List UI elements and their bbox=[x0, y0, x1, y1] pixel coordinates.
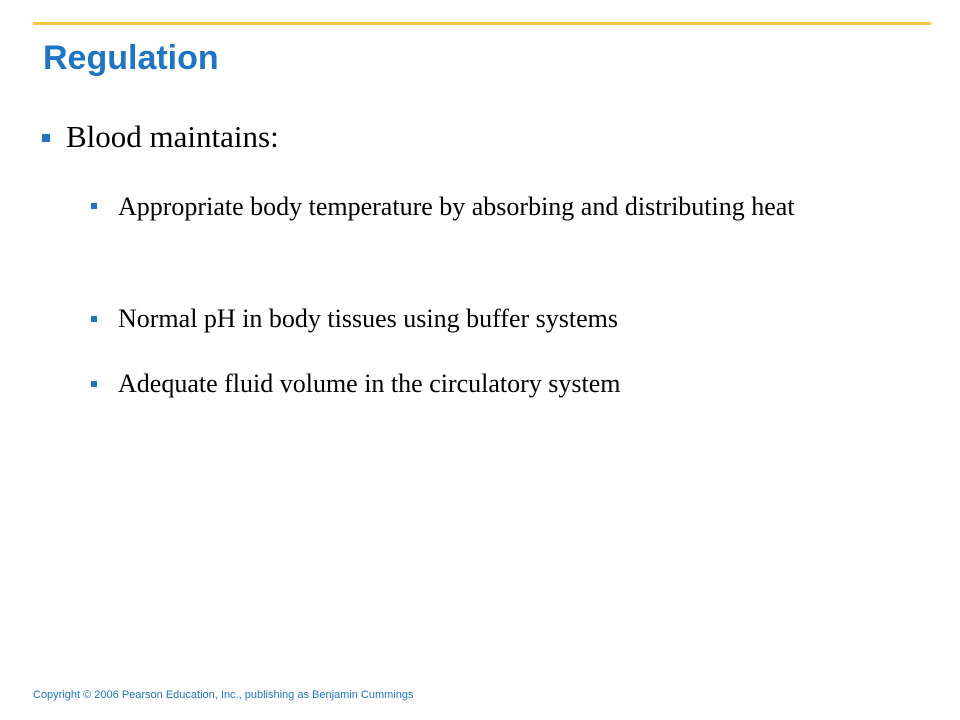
sub-bullet-marker-icon bbox=[91, 381, 97, 387]
copyright-notice: Copyright © 2006 Pearson Education, Inc., publishing as Benjamin Cummings bbox=[33, 689, 414, 701]
bullet-text: Blood maintains: bbox=[66, 119, 279, 154]
bullet-marker-icon bbox=[42, 134, 50, 142]
sub-bullet-marker-icon bbox=[91, 316, 97, 322]
sub-bullet-text: Appropriate body temperature by absorbing and distributing heat bbox=[118, 192, 795, 221]
sub-bullet-text: Normal pH in body tissues using buffer systems bbox=[118, 304, 618, 333]
sub-bullet-text: Adequate fluid volume in the circulatory system bbox=[118, 369, 621, 398]
top-rule bbox=[33, 22, 931, 25]
sub-bullet-marker-icon bbox=[91, 203, 97, 209]
slide-title: Regulation bbox=[43, 39, 219, 77]
